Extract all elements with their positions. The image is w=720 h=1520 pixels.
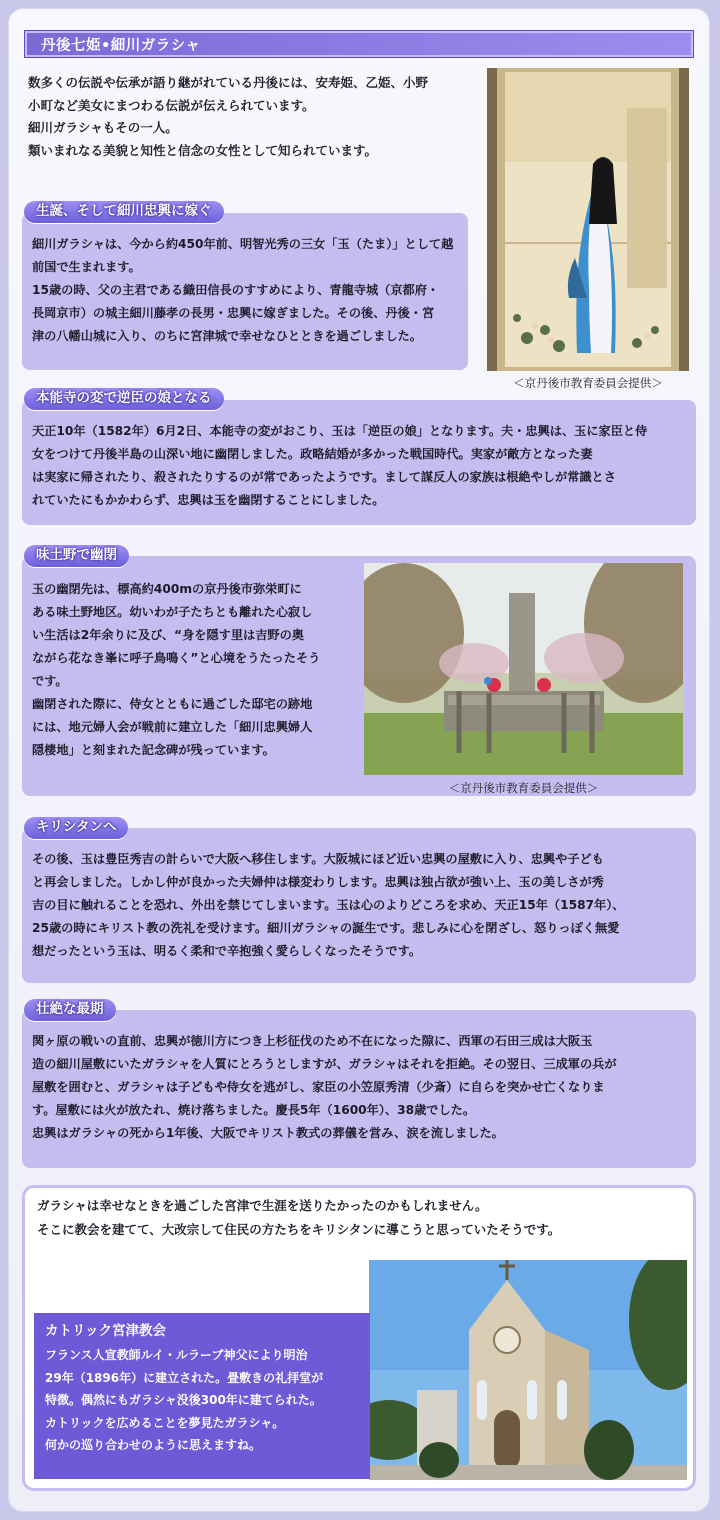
section-line: 造の細川屋敷にいたガラシャを人質にとろうとしますが、ガラシャはそれを拒絶。その翌日、三成軍の兵が: [32, 1057, 617, 1071]
church-description: [45, 1344, 365, 1457]
section-line: ある味土野地区。幼いわが子たちとも離れた心寂し: [32, 605, 313, 619]
page-title-bar: [24, 30, 694, 58]
section-line: には、地元婦人会が戦前に建立した「細川忠興婦人: [32, 720, 313, 734]
section-body: [32, 578, 372, 762]
section-line: 関ヶ原の戦いの直前、忠興が徳川方につき上杉征伐のため不在になった隙に、西軍の石田三成は大阪玉: [32, 1034, 593, 1048]
section-line: す。屋敷には火が放たれ、焼け落ちました。慶長5年（1600年）、38歳でした。: [32, 1103, 476, 1117]
closing-line: ガラシャは幸せなときを過ごした宮津で生涯を送りたかったのかもしれません。: [37, 1198, 488, 1213]
section-line: 津の八幡山城に入り、のちに宮津城で幸せなひとときを過ごしました。: [32, 329, 422, 343]
section-birth: [22, 213, 468, 370]
closing-box: [22, 1185, 696, 1491]
section-heading: 本能寺の変で逆臣の娘となる: [24, 388, 224, 410]
section-heading: 味土野で幽閉: [24, 545, 129, 567]
section-line: その後、玉は豊臣秀吉の計らいで大阪へ移住します。大阪城にほど近い忠興の屋敷に入り、忠興や子ども: [32, 852, 604, 866]
section-line: 15歳の時、父の主君である織田信長のすすめにより、青龍寺城（京都府・: [32, 283, 440, 297]
section-line: 天正10年（1582年）6月2日、本能寺の変がおこり、玉は「逆臣の娘」となります。夫・忠興は、玉に家臣と侍: [32, 424, 648, 438]
church-line: 何かの巡り合わせのように思えますね。: [45, 1438, 262, 1452]
section-line: 吉の目に触れることを恐れ、外出を禁じてしまいます。玉は心のよりどころを求め、天正15年（1587年）、: [32, 898, 625, 912]
section-line: 長岡京市）の城主細川藤孝の長男・忠興に嫁ぎました。その後、丹後・宮: [32, 306, 435, 320]
section-line: い生活は2年余りに及び、“身を隠す里は吉野の奥: [32, 628, 304, 642]
section-line: と再会しました。しかし仲が良かった夫婦仲は様変わりします。忠興は独占欲が強い上、玉の美しさが秀: [32, 875, 604, 889]
portrait-scroll-image: [487, 68, 689, 371]
closing-line: そこに教会を建てて、大改宗して住民の方たちをキリシタンに導こうと思っていたそうです。: [37, 1222, 561, 1237]
portrait-caption: ＜京丹後市教育委員会提供＞: [513, 376, 663, 390]
church-info: [34, 1313, 370, 1479]
section-body: [32, 420, 692, 512]
section-honnoji: [22, 400, 696, 525]
church-photo: [369, 1260, 687, 1480]
section-christian: [22, 828, 696, 983]
church-line: カトリックを広めることを夢見たガラシャ。: [45, 1415, 285, 1430]
intro-text: [28, 72, 478, 162]
church-line: フランス人宣教師ルイ・ルラーブ神父により明治: [45, 1348, 308, 1362]
monument-photo: [364, 563, 683, 775]
intro-line: 数多くの伝説や伝承が語り継がれている丹後には、安寿姫、乙姫、小野: [28, 75, 429, 90]
church-title: カトリック宮津教会: [45, 1323, 166, 1339]
section-last-moments: [22, 1010, 696, 1168]
closing-text: [37, 1194, 560, 1242]
intro-line: 細川ガラシャもその一人。: [28, 120, 178, 135]
section-heading: キリシタンへ: [24, 817, 128, 839]
section-line: れていたにもかかわらず、忠興は玉を幽閉することにしました。: [32, 493, 385, 507]
section-body: [32, 848, 692, 963]
section-heading: 生誕、そして細川忠興に嫁ぐ: [24, 201, 224, 223]
monument-caption: ＜京丹後市教育委員会提供＞: [448, 781, 599, 795]
church-line: 特徴。偶然にもガラシャ没後300年に建てられた。: [45, 1393, 322, 1407]
section-heading: 壮絶な最期: [24, 999, 116, 1021]
church-line: 29年（1896年）に建立された。畳敷きの礼拝堂が: [45, 1370, 324, 1385]
page-title: 丹後七姫•細川ガラシャ: [41, 38, 201, 54]
section-line: です。: [32, 674, 68, 688]
section-line: 屋敷を囲むと、ガラシャは子どもや侍女を逃がし、家臣の小笠原秀清（少斎）に自らを突かせ亡くなりま: [32, 1080, 605, 1094]
section-line: 25歳の時にキリスト教の洗礼を受けます。細川ガラシャの誕生です。悲しみに心を閉ざし、怒りっぽく無愛: [32, 921, 620, 935]
section-line: ながら花なき峯に呼子鳥鳴く”と心境をうたったそう: [32, 651, 321, 665]
section-line: 女をつけて丹後半島の山深い地に幽閉しました。政略結婚が多かった戦国時代。実家が敵方となった妻: [32, 447, 593, 461]
section-body: [32, 1030, 692, 1145]
section-line: 玉の幽閉先は、標高約400mの京丹後市弥栄町に: [32, 582, 302, 596]
section-line: 想だったという玉は、明るく柔和で辛抱強く愛らしくなったそうです。: [32, 944, 422, 958]
section-body: [32, 233, 462, 348]
section-line: 隠棲地」と刻まれた記念碑が残っています。: [32, 743, 275, 757]
section-line: 忠興はガラシャの死から1年後、大阪でキリスト教式の葬儀を営み、涙を流しました。: [32, 1126, 504, 1140]
section-line: 前国で生まれます。: [32, 260, 141, 274]
section-line: は実家に帰されたり、殺されたりするのが常であったようです。まして謀反人の家族は根絶やしが常識とさ: [32, 470, 616, 484]
section-line: 幽閉された際に、侍女とともに過ごした邸宅の跡地: [32, 697, 313, 711]
section-line: 細川ガラシャは、今から約450年前、明智光秀の三女「玉（たま）」として越: [32, 237, 454, 251]
intro-line: 類いまれなる美貌と知性と信念の女性として知られています。: [28, 142, 378, 158]
intro-line: 小町など美女にまつわる伝説が伝えられています。: [28, 97, 315, 113]
